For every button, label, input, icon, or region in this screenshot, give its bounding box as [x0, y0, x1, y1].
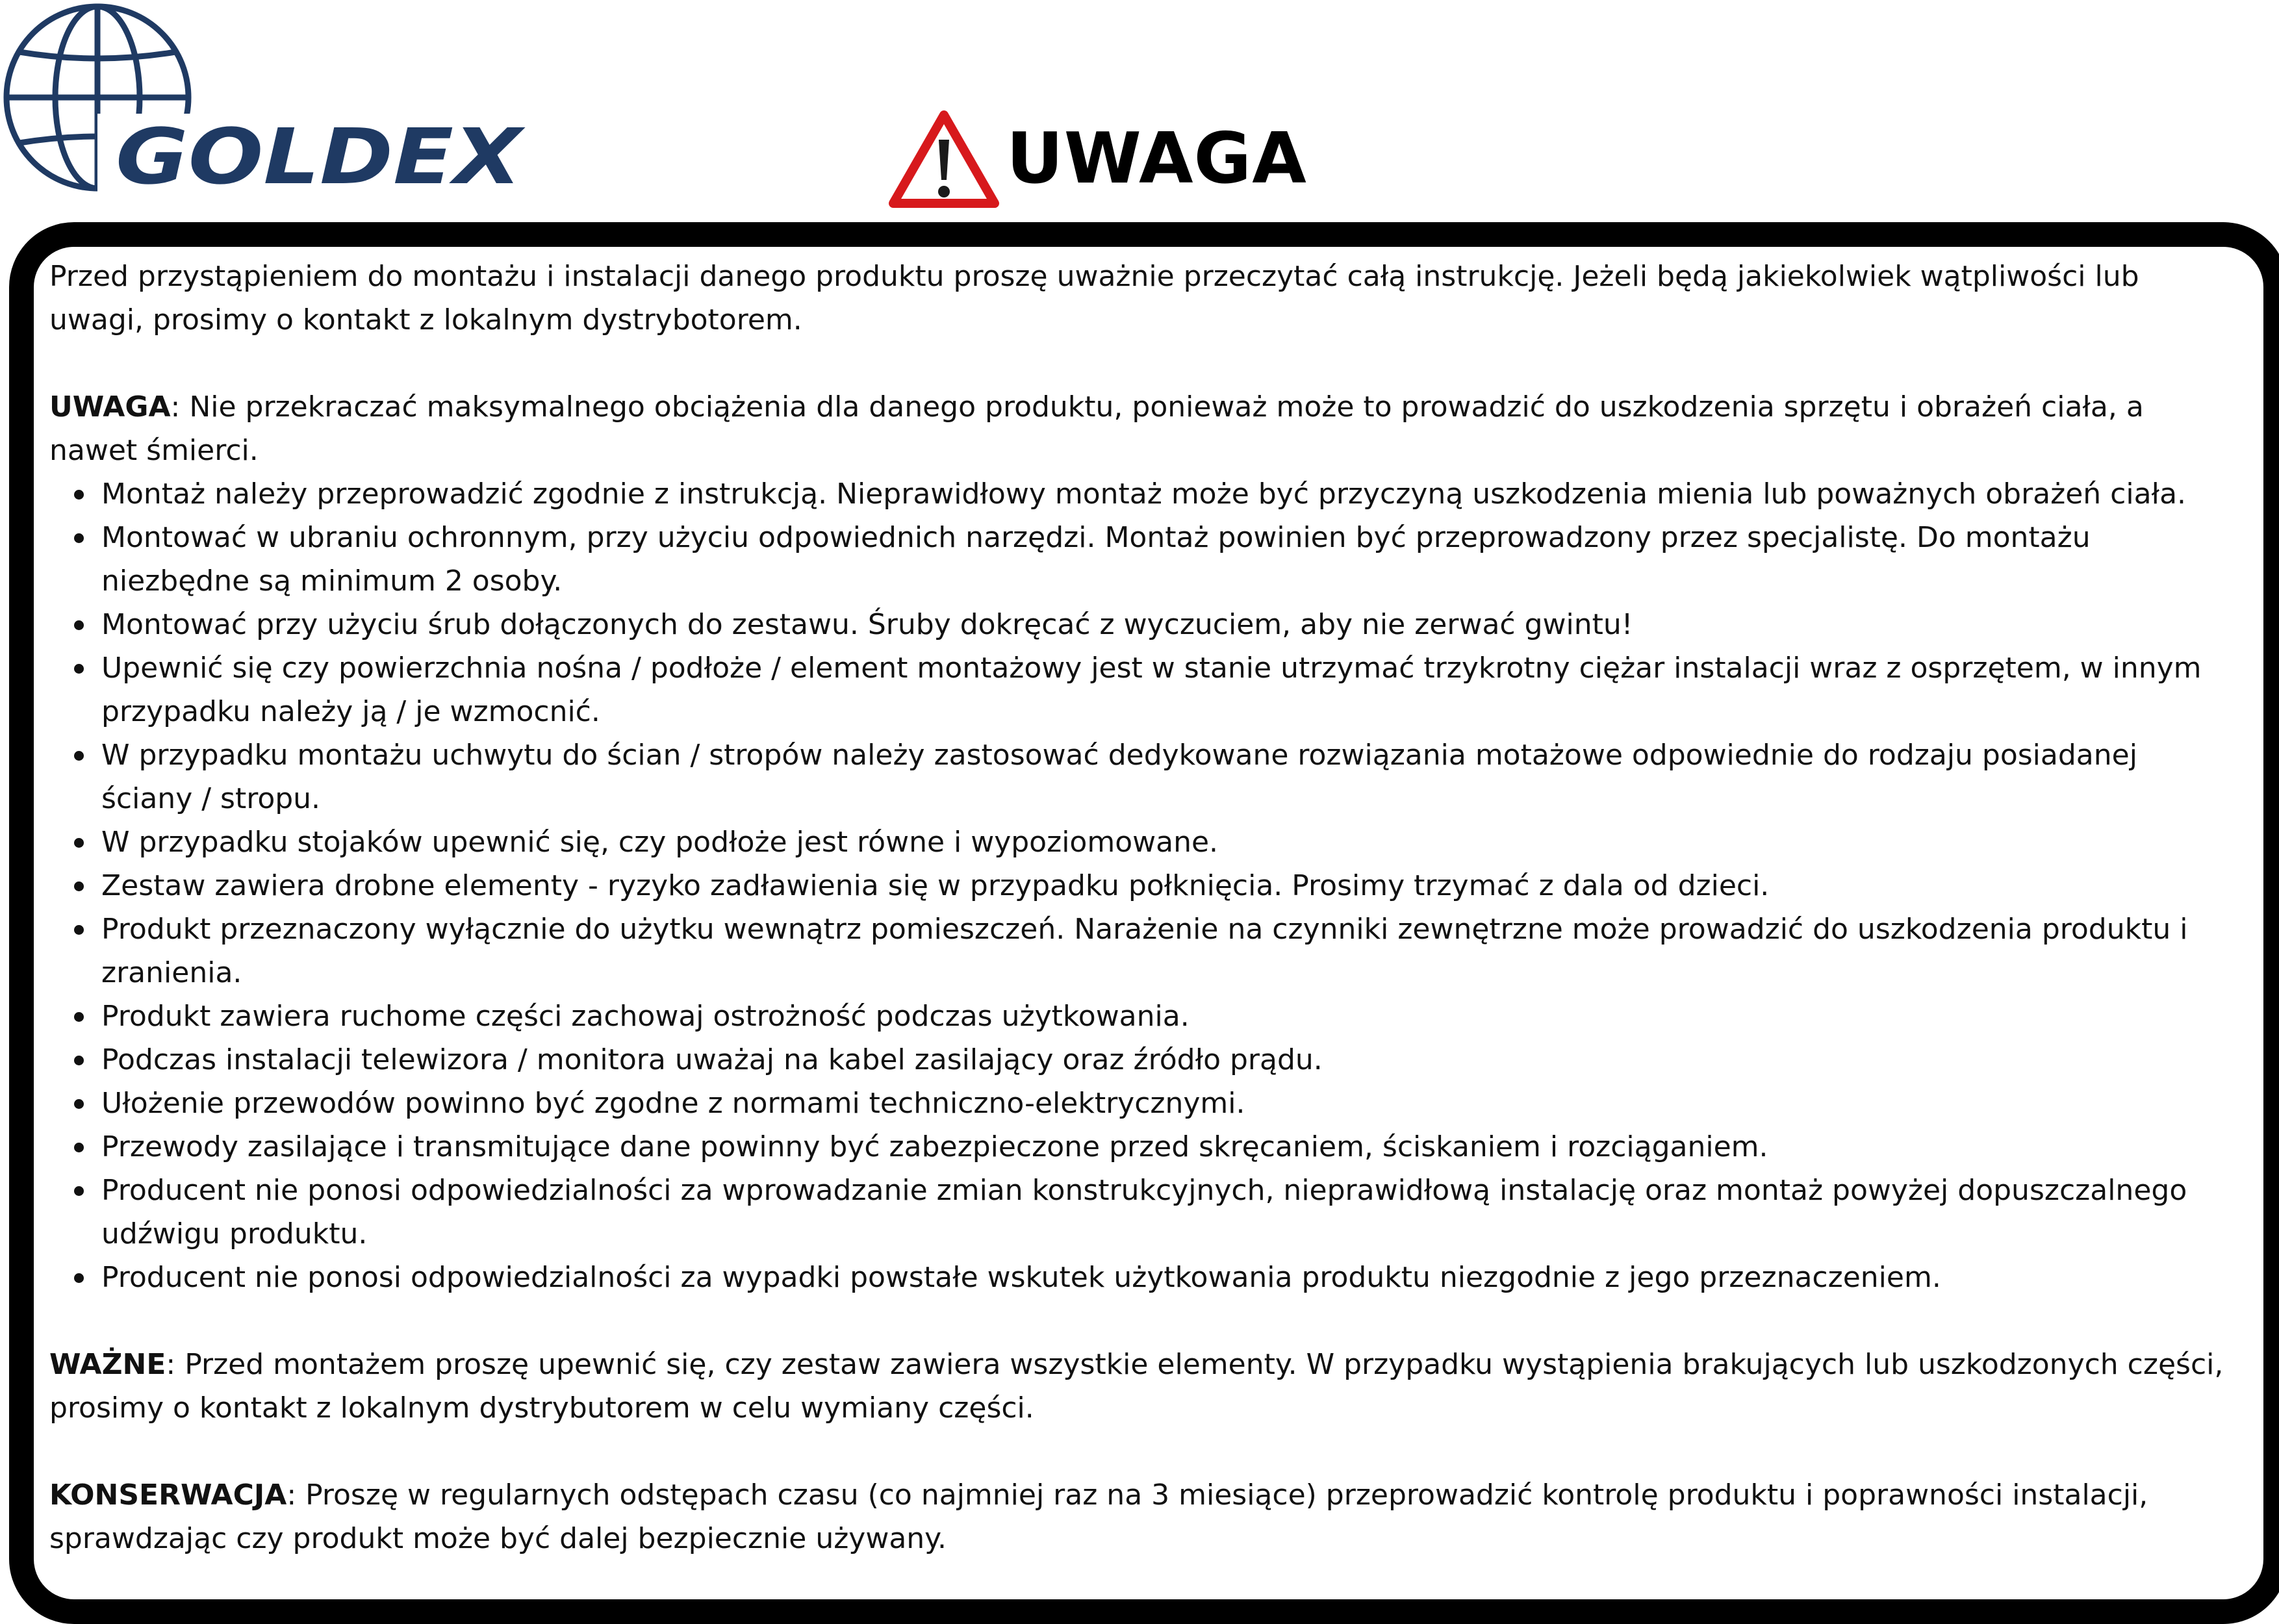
important-text: : Przed montażem proszę upewnić się, czy zestaw zawiera wszystkie elementy. W przypadku wystąpienia brakujących lub uszkodzonych części, prosimy o kontakt z lokalnym dystrybutorem w celu wymiany części. — [49, 1348, 2224, 1425]
important-label: WAŻNE — [49, 1348, 166, 1381]
page-title: UWAGA — [1006, 118, 1307, 199]
list-item: Montować przy użyciu śrub dołączonych do zestawu. Śruby dokręcać z wyczuciem, aby nie zerwać gwintu! — [101, 603, 2232, 646]
list-item: Producent nie ponosi odpowiedzialności za wypadki powstałe wskutek użytkowania produktu niezgodnie z jego przeznaczeniem. — [101, 1256, 2232, 1299]
goldex-logo — [0, 0, 533, 208]
warning-text: : Nie przekraczać maksymalnego obciążenia dla danego produktu, ponieważ może to prowadzić do uszkodzenia sprzętu i obrażeń ciała, a nawet śmierci. — [49, 390, 2144, 467]
warning-label: UWAGA — [49, 390, 171, 424]
warning-triangle-icon — [887, 107, 1001, 211]
list-item: Montować w ubraniu ochronnym, przy użyciu odpowiednich narzędzi. Montaż powinien być przeprowadzony przez specjalistę. Do montażu niezbędne są minimum 2 osoby. — [101, 516, 2232, 603]
important-paragraph — [49, 1343, 2232, 1430]
list-item: Ułożenie przewodów powinno być zgodne z normami techniczno-elektrycznymi. — [101, 1082, 2232, 1125]
page-header — [887, 104, 1307, 214]
list-item: W przypadku montażu uchwytu do ścian / stropów należy zastosować dedykowane rozwiązania motażowe odpowiednie do rodzaju posiadanej ściany / stropu. — [101, 733, 2232, 820]
list-item: Przewody zasilające i transmitujące dane powinny być zabezpieczone przed skręcaniem, ściskaniem i rozciąganiem. — [101, 1125, 2232, 1169]
maintenance-text: : Proszę w regularnych odstępach czasu (co najmniej raz na 3 miesiące) przeprowadzić kontrolę produktu i poprawności instalacji, sprawdzając czy produkt może być dalej bezpiecznie używany. — [49, 1478, 2148, 1555]
warning-paragraph — [49, 385, 2232, 472]
instructions-body — [49, 255, 2232, 1560]
maintenance-paragraph — [49, 1473, 2232, 1560]
list-item: W przypadku stojaków upewnić się, czy podłoże jest równe i wypoziomowane. — [101, 820, 2232, 864]
list-item: Zestaw zawiera drobne elementy - ryzyko zadławienia się w przypadku połknięcia. Prosimy trzymać z dala od dzieci. — [101, 864, 2232, 907]
list-item: Montaż należy przeprowadzić zgodnie z instrukcją. Nieprawidłowy montaż może być przyczyną uszkodzenia mienia lub poważnych obrażeń ciała. — [101, 472, 2232, 516]
safety-list — [49, 472, 2232, 1299]
list-item: Producent nie ponosi odpowiedzialności za wprowadzanie zmian konstrukcyjnych, nieprawidłową instalację oraz montaż powyżej dopuszczalnego udźwigu produktu. — [101, 1169, 2232, 1256]
maintenance-label: KONSERWACJA — [49, 1478, 287, 1512]
list-item: Produkt zawiera ruchome części zachowaj ostrożność podczas użytkowania. — [101, 995, 2232, 1038]
list-item: Produkt przeznaczony wyłącznie do użytku wewnątrz pomieszczeń. Narażenie na czynniki zewnętrzne może prowadzić do uszkodzenia produktu i zranienia. — [101, 907, 2232, 995]
list-item: Podczas instalacji telewizora / monitora uważaj na kabel zasilający oraz źródło prądu. — [101, 1038, 2232, 1082]
logo-wordmark: GOLDEX — [116, 112, 526, 201]
globe-icon — [0, 0, 533, 208]
list-item: Upewnić się czy powierzchnia nośna / podłoże / element montażowy jest w stanie utrzymać trzykrotny ciężar instalacji wraz z osprzętem, w innym przypadku należy ją / je wzmocnić. — [101, 646, 2232, 733]
intro-paragraph: Przed przystąpieniem do montażu i instalacji danego produktu proszę uważnie przeczytać całą instrukcję. Jeżeli będą jakiekolwiek wątpliwości lub uwagi, prosimy o kontakt z lokalnym dystrybotorem. — [49, 260, 2139, 336]
